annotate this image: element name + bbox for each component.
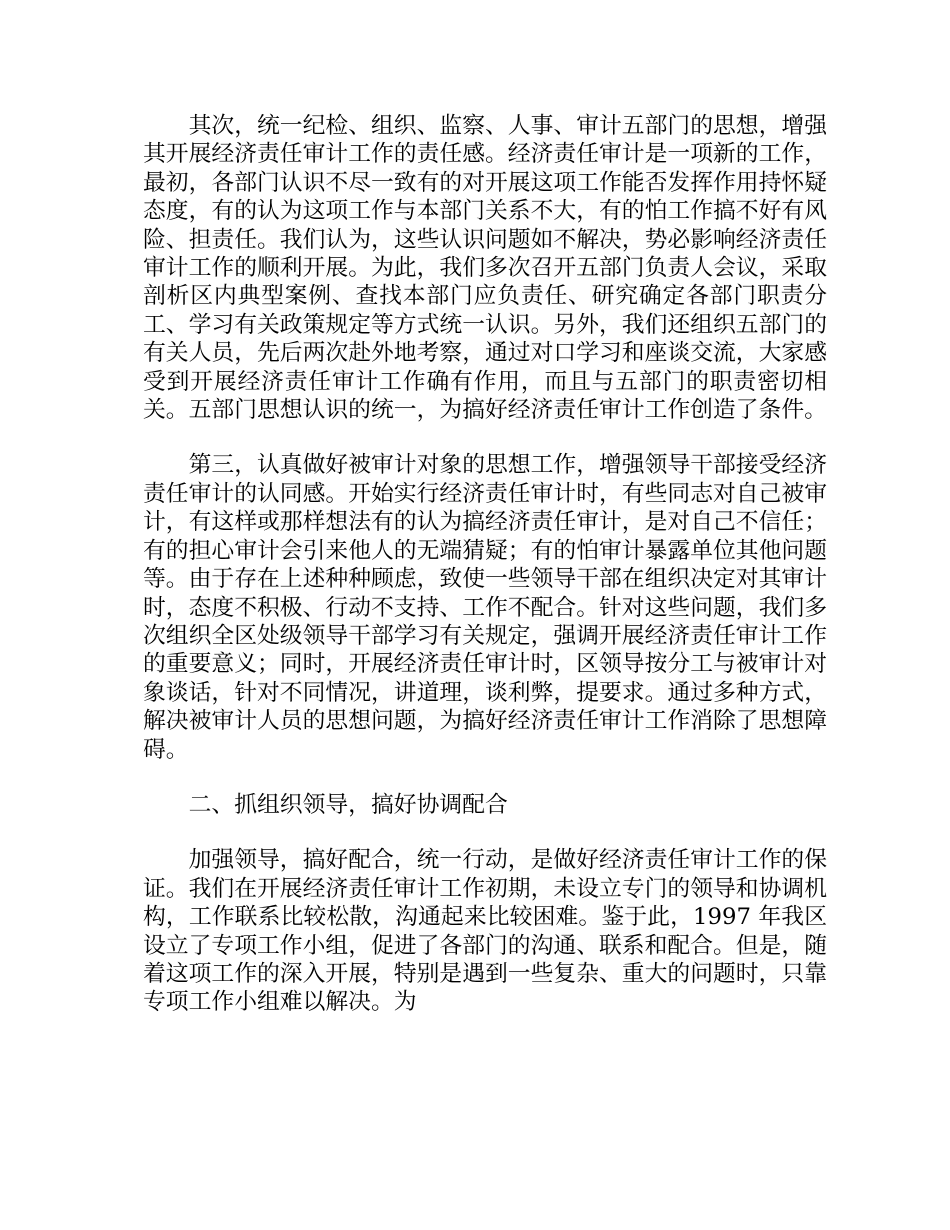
section-heading: 二、抓组织领导，搞好协调配合: [188, 791, 508, 818]
paragraph-second-point: 其次，统一纪检、组织、监察、人事、审计五部门的思想，增强其开展经济责任审计工作的责任感。经济责任审计是一项新的工作，最初，各部门认识不尽一致有的对开展这项工作能否发挥作用持怀疑态度，有的认为这项工作与本部门关系不大，有的怕工作搞不好有风险、担责任。我们认为，这些认识问题如不解决，势必影响经济责任审计工作的顺利开展。为此，我们多次召开五部门负责人会议，采取剖析区内典型案例、查找本部门应负责任、研究确定各部门职责分工、学习有关政策规定等方式统一认识。另外，我们还组织五部门的有关人员，先后两次赴外地考察，通过对口学习和座谈交流，大家感受到开展经济责任审计工作确有作用，而且与五部门的职责密切相关。五部门思想认识的统一，为搞好经济责任审计工作创造了条件。: [143, 113, 827, 424]
paragraph-leadership: 加强领导，搞好配合，统一行动，是做好经济责任审计工作的保证。我们在开展经济责任审计工作初期，未设立专门的领导和协调机构，工作联系比较松散，沟通起来比较困难。鉴于此，1997 年我区设立了专项工作小组，促进了各部门的沟通、联系和配合。但是，随着这项工作的深入开展，特别是遇到一些复杂、重大的问题时，只靠专项工作小组难以解决。为: [143, 847, 827, 1016]
document-page: [143, 112, 827, 1044]
paragraph-third-point: 第三，认真做好被审计对象的思想工作，增强领导干部接受经济责任审计的认同感。开始实行经济责任审计时，有些同志对自己被审计，有这样或那样想法有的认为搞经济责任审计，是对自己不信任；有的担心审计会引来他人的无端猜疑；有的怕审计暴露单位其他问题等。由于存在上述种种顾虑，致使一些领导干部在组织决定对其审计时，态度不积极、行动不支持、工作不配合。针对这些问题，我们多次组织全区处级领导干部学习有关规定，强调开展经济责任审计工作的重要意义；同时，开展经济责任审计时，区领导按分工与被审计对象谈话，针对不同情况，讲道理，谈利弊，提要求。通过多种方式，解决被审计人员的思想问题，为搞好经济责任审计工作消除了思想障碍。: [143, 452, 827, 763]
